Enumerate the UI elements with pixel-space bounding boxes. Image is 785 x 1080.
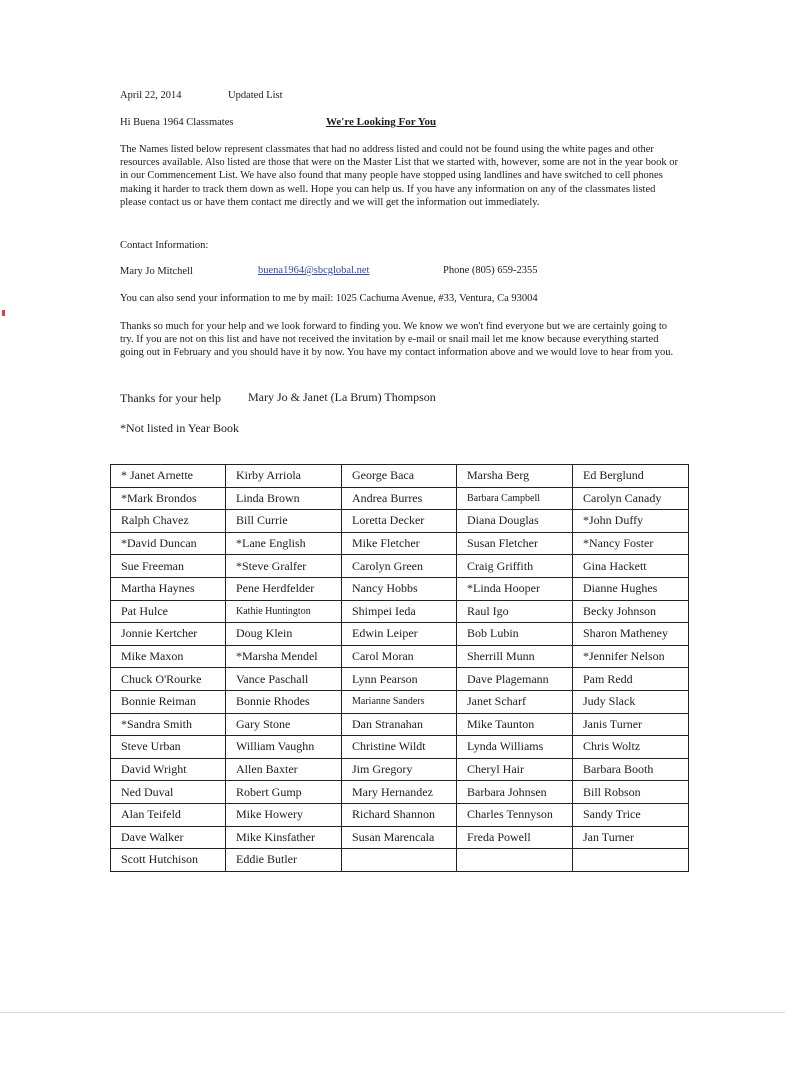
contact-email-link[interactable]: buena1964@sbcglobal.net [258, 265, 370, 276]
classmate-name-cell: Eddie Butler [226, 849, 342, 872]
classmate-name-cell: Jonnie Kertcher [111, 623, 226, 646]
classmate-name-cell: Carolyn Canady [573, 487, 689, 510]
table-row [111, 668, 689, 691]
classmate-name-cell [342, 849, 457, 872]
classmate-name-cell: Freda Powell [457, 826, 573, 849]
greeting: Hi Buena 1964 Classmates [120, 117, 234, 128]
classmate-name-cell: Carolyn Green [342, 555, 457, 578]
classmate-name-cell: Linda Brown [226, 487, 342, 510]
classmate-name-cell: Janis Turner [573, 713, 689, 736]
classmate-name-cell: *Linda Hooper [457, 577, 573, 600]
classmate-name-cell: Allen Baxter [226, 758, 342, 781]
classmate-name-cell: Pam Redd [573, 668, 689, 691]
table-row [111, 849, 689, 872]
classmate-name-cell: Sherrill Munn [457, 645, 573, 668]
classmate-name-cell: *Nancy Foster [573, 532, 689, 555]
intro-paragraph: The Names listed below represent classmates that had no address listed and could not be found using the white pages and other resources available. Also listed are those that were on the Master List that we started with, however, some are not in the year book or in our Commencement List. We have also found that many people have stopped using landlines and have switched to cell phones making it harder to track them down as well. Hope you can help us. If you have any information on any of the classmates listed please contact us or have them contact me directly and we will get the information out immediately. [120, 144, 678, 208]
table-row [111, 803, 689, 826]
classmate-name-cell: Dianne Hughes [573, 577, 689, 600]
classmate-name-cell: *David Duncan [111, 532, 226, 555]
classmate-name-cell: Gina Hackett [573, 555, 689, 578]
classmate-name-cell: Gary Stone [226, 713, 342, 736]
letter-date: April 22, 2014 [120, 90, 182, 101]
classmate-name-cell: *John Duffy [573, 510, 689, 533]
classmate-name-cell: Becky Johnson [573, 600, 689, 623]
classmate-name-cell: Janet Scharf [457, 690, 573, 713]
classmate-name-cell: Bob Lubin [457, 623, 573, 646]
classmate-name-cell: Bonnie Reiman [111, 690, 226, 713]
classmate-name-cell: Susan Marencala [342, 826, 457, 849]
classmate-name-cell: Ned Duval [111, 781, 226, 804]
classmate-name-cell: Charles Tennyson [457, 803, 573, 826]
classmate-name-cell: Mike Taunton [457, 713, 573, 736]
classmate-name-cell: Jim Gregory [342, 758, 457, 781]
thanks-paragraph: Thanks so much for your help and we look forward to finding you. We know we won't find everyone but we are certainly going to try. If you are not on this list and have not received the invitation by e-mail or snail mail let me know because everything started going out in February and you should have it by now. You have my contact information above and we would love to hear from you. [120, 321, 674, 359]
classmate-name-cell: Vance Paschall [226, 668, 342, 691]
table-row [111, 645, 689, 668]
classmate-name-cell: Ed Berglund [573, 465, 689, 488]
classmate-name-cell: Scott Hutchison [111, 849, 226, 872]
classmate-name-cell: Pat Hulce [111, 600, 226, 623]
contact-label: Contact Information: [120, 240, 209, 251]
classmate-name-cell: *Lane English [226, 532, 342, 555]
table-row [111, 577, 689, 600]
classmate-name-cell: Bill Currie [226, 510, 342, 533]
classmate-name-cell: Sue Freeman [111, 555, 226, 578]
classmate-name-cell [457, 849, 573, 872]
classmate-name-cell: Judy Slack [573, 690, 689, 713]
table-row [111, 510, 689, 533]
classmate-name-cell: Carol Moran [342, 645, 457, 668]
classmate-name-cell: Chris Woltz [573, 736, 689, 759]
classmate-name-cell: Chuck O'Rourke [111, 668, 226, 691]
classmate-name-cell: Ralph Chavez [111, 510, 226, 533]
classmate-name-cell: *Mark Brondos [111, 487, 226, 510]
classmate-name-cell: Barbara Campbell [457, 487, 573, 510]
classmate-name-cell: Loretta Decker [342, 510, 457, 533]
classmate-name-cell: Lynda Williams [457, 736, 573, 759]
table-row [111, 690, 689, 713]
table-row [111, 736, 689, 759]
table-row [111, 487, 689, 510]
classmate-name-cell: Lynn Pearson [342, 668, 457, 691]
classmate-name-cell: Sharon Matheney [573, 623, 689, 646]
scan-artifact-line [0, 1012, 785, 1013]
table-row [111, 826, 689, 849]
classmate-name-cell: Barbara Johnsen [457, 781, 573, 804]
classmate-name-cell: Pene Herdfelder [226, 577, 342, 600]
letter-title: We're Looking For You [326, 116, 437, 128]
classmate-name-cell: Marianne Sanders [342, 690, 457, 713]
classmate-name-cell: Jan Turner [573, 826, 689, 849]
contact-name: Mary Jo Mitchell [120, 266, 193, 277]
classmate-name-cell: Mike Fletcher [342, 532, 457, 555]
classmate-name-cell: Richard Shannon [342, 803, 457, 826]
table-row [111, 555, 689, 578]
classmate-name-cell: Alan Teifeld [111, 803, 226, 826]
classmate-name-cell: * Janet Arnette [111, 465, 226, 488]
classmate-name-cell: Raul Igo [457, 600, 573, 623]
table-row [111, 781, 689, 804]
classmate-name-cell: David Wright [111, 758, 226, 781]
table-row [111, 713, 689, 736]
classmate-name-cell: George Baca [342, 465, 457, 488]
classmate-name-cell: Christine Wildt [342, 736, 457, 759]
mail-address-line: You can also send your information to me by mail: 1025 Cachuma Avenue, #33, Ventura, Ca 93004 [120, 293, 538, 304]
table-row [111, 600, 689, 623]
classmate-name-cell: Kirby Arriola [226, 465, 342, 488]
classmate-name-cell: Bonnie Rhodes [226, 690, 342, 713]
classmate-name-cell: *Sandra Smith [111, 713, 226, 736]
classmate-name-cell: Andrea Burres [342, 487, 457, 510]
classmate-name-cell: Bill Robson [573, 781, 689, 804]
classmate-name-cell: Dave Walker [111, 826, 226, 849]
classmate-name-cell: Sandy Trice [573, 803, 689, 826]
classmate-name-cell: Barbara Booth [573, 758, 689, 781]
classmate-name-cell [573, 849, 689, 872]
classmate-name-cell: Cheryl Hair [457, 758, 573, 781]
classmate-name-cell: Robert Gump [226, 781, 342, 804]
table-row [111, 532, 689, 555]
classmate-name-cell: William Vaughn [226, 736, 342, 759]
classmate-name-cell: Mike Maxon [111, 645, 226, 668]
classmate-name-cell: Martha Haynes [111, 577, 226, 600]
classmate-name-cell: *Steve Gralfer [226, 555, 342, 578]
footnote: *Not listed in Year Book [120, 421, 240, 435]
contact-phone: Phone (805) 659-2355 [443, 265, 538, 276]
classmate-name-cell: Steve Urban [111, 736, 226, 759]
table-row [111, 465, 689, 488]
classmate-name-cell: Edwin Leiper [342, 623, 457, 646]
classmate-name-cell: Marsha Berg [457, 465, 573, 488]
classmate-name-cell: *Jennifer Nelson [573, 645, 689, 668]
classmates-table-body [111, 465, 689, 872]
table-row [111, 623, 689, 646]
classmate-name-cell: Doug Klein [226, 623, 342, 646]
classmate-name-cell: Nancy Hobbs [342, 577, 457, 600]
signoff-names: Mary Jo & Janet (La Brum) Thompson [248, 390, 436, 404]
classmate-name-cell: Susan Fletcher [457, 532, 573, 555]
classmate-name-cell: Craig Griffith [457, 555, 573, 578]
signoff-thanks: Thanks for your help [120, 391, 221, 405]
classmate-name-cell: Diana Douglas [457, 510, 573, 533]
classmate-name-cell: Dan Stranahan [342, 713, 457, 736]
classmates-table [110, 464, 689, 872]
classmate-name-cell: Dave Plagemann [457, 668, 573, 691]
classmate-name-cell: Kathie Huntington [226, 600, 342, 623]
classmate-name-cell: Mike Kinsfather [226, 826, 342, 849]
list-status: Updated List [228, 90, 283, 101]
table-row [111, 758, 689, 781]
scan-edge-mark [2, 310, 5, 316]
classmate-name-cell: Shimpei Ieda [342, 600, 457, 623]
classmate-name-cell: Mary Hernandez [342, 781, 457, 804]
classmate-name-cell: *Marsha Mendel [226, 645, 342, 668]
classmate-name-cell: Mike Howery [226, 803, 342, 826]
